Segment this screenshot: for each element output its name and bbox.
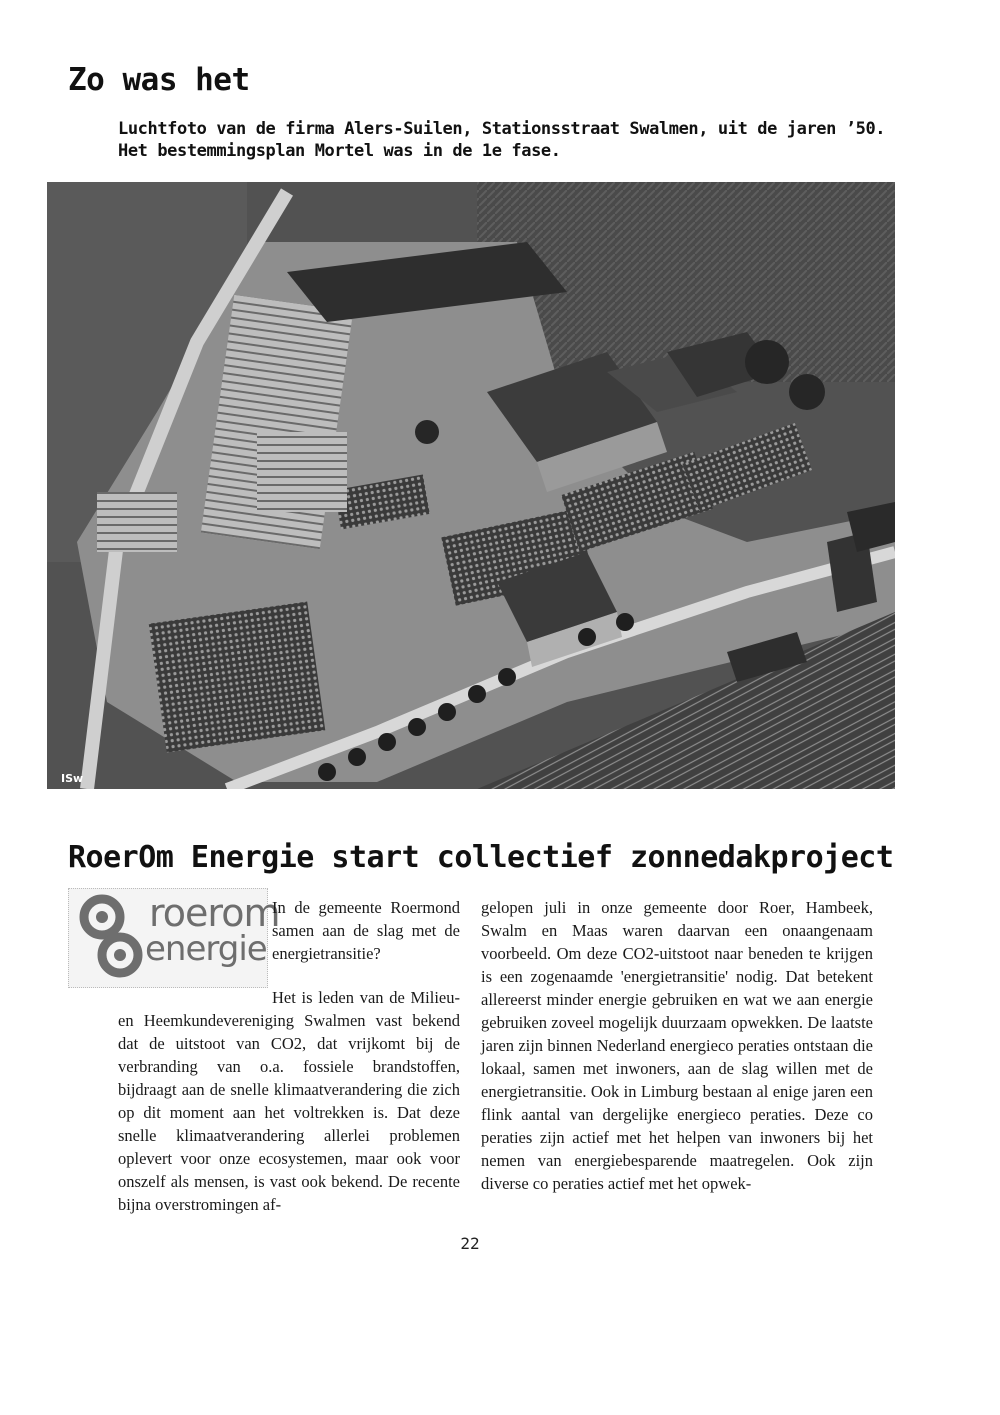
roerom-energie-logo bbox=[68, 888, 280, 988]
logo-text-energie: energie bbox=[145, 929, 267, 969]
roerom-logo-icon bbox=[69, 889, 149, 987]
photo-mark: ISw bbox=[61, 772, 84, 785]
aerial-photo bbox=[47, 182, 895, 789]
logo-text-roerom: roerom bbox=[149, 891, 280, 935]
section-title-roerom: RoerOm Energie start collectief zonnedakproject bbox=[68, 840, 894, 875]
article-left-column: Het is leden van de Milieu- en Heemkundevereniging Swalmen vast bekend dat de uitstoot van CO2, dat vrijkomt bij de verbranding van o.a. fossiele brandstoffen, bijdraagt aan de snelle klimaatverandering die zich op dit moment aan het voltrekken is. Dat deze snelle klimaatverandering allerlei problemen oplevert voor onze ecosystemen, maar ook voor onszelf als mensen, is vast ook bekend. De recente bijna overstromingen af- bbox=[118, 988, 460, 1214]
article-intro: In de gemeente Roermond samen aan de slag met de energietransitie? bbox=[272, 898, 460, 963]
photo-caption: Luchtfoto van de firma Alers-Suilen, Stationsstraat Swalmen, uit de jaren ’50. Het bestemmingsplan Mortel was in de 1e fase. bbox=[118, 119, 886, 161]
section-title-zo-was-het: Zo was het bbox=[68, 62, 250, 98]
article-right-column: gelopen juli in onze gemeente door Roer, Hambeek, Swalm en Maas waren daarvan een onaangenaam voorbeeld. Om deze CO2-uitstoot naar beneden te krijgen is een zogenaamde 'energietransitie' nodig. Dat betekent allereerst minder energie gebruiken en wat we aan energie gebruiken zoveel mogelijk duurzaam opwekken. De laatste jaren zijn binnen Nederland energieco peraties ontstaan die lokaal, samen met inwoners, aan de slag willen met de energietransitie. Ook in Limburg bestaan al enige jaren een flink aantal van dergelijke energieco peraties. Deze co peraties zijn actief met het helpen van inwoners bij het nemen van energiebesparende maatregelen. Ook zijn diverse co peraties actief met het opwek- bbox=[481, 898, 873, 1193]
page-number: 22 bbox=[460, 1234, 480, 1253]
